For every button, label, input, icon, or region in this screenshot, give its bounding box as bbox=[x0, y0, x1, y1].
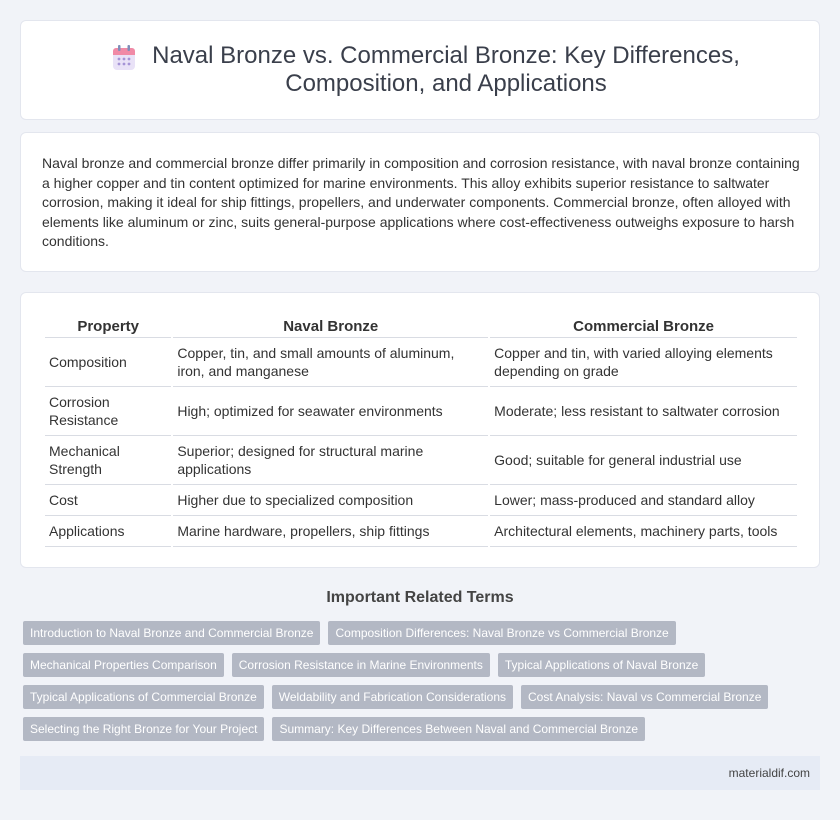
table-cell: Mechanical Strength bbox=[45, 436, 171, 485]
header-property: Property bbox=[45, 315, 171, 338]
related-term-tag[interactable]: Typical Applications of Commercial Bronze bbox=[23, 685, 264, 709]
related-terms-list bbox=[23, 621, 803, 749]
table-cell: Superior; designed for structural marine applications bbox=[173, 436, 488, 485]
table-cell: Lower; mass-produced and standard alloy bbox=[490, 485, 797, 516]
table-cell: Copper, tin, and small amounts of aluminum, iron, and manganese bbox=[173, 338, 488, 387]
related-term-tag[interactable]: Weldability and Fabrication Considerations bbox=[272, 685, 513, 709]
table-cell: Copper and tin, with varied alloying elements depending on grade bbox=[490, 338, 797, 387]
table-cell: Higher due to specialized composition bbox=[173, 485, 488, 516]
table-cell: High; optimized for seawater environments bbox=[173, 387, 488, 436]
title-card bbox=[20, 20, 820, 120]
related-term-tag[interactable]: Mechanical Properties Comparison bbox=[23, 653, 224, 677]
related-term-tag[interactable]: Cost Analysis: Naval vs Commercial Bronze bbox=[521, 685, 768, 709]
related-term-tag[interactable]: Introduction to Naval Bronze and Commercial Bronze bbox=[23, 621, 320, 645]
table-cell: Corrosion Resistance bbox=[45, 387, 171, 436]
related-term-tag[interactable]: Selecting the Right Bronze for Your Project bbox=[23, 717, 264, 741]
footer bbox=[20, 756, 820, 790]
intro-paragraph: Naval bronze and commercial bronze differ primarily in composition and corrosion resistance, with naval bronze containing a higher copper and tin content optimized for marine environments. This alloy exhibits superior resistance to saltwater corrosion, making it ideal for ship fittings, propellers, and underwater components. Commercial bronze, often alloyed with elements like aluminum or zinc, suits general-purpose applications where cost-effectiveness outweighs exposure to harsh conditions. bbox=[42, 155, 800, 249]
table-row bbox=[45, 485, 797, 516]
table-row bbox=[45, 387, 797, 436]
comparison-table-card bbox=[20, 292, 820, 568]
table-cell: Cost bbox=[45, 485, 171, 516]
comparison-table bbox=[43, 315, 799, 547]
header-commercial-bronze: Commercial Bronze bbox=[490, 315, 797, 338]
table-cell: Good; suitable for general industrial use bbox=[490, 436, 797, 485]
table-cell: Moderate; less resistant to saltwater corrosion bbox=[490, 387, 797, 436]
footer-site-name[interactable]: materialdif.com bbox=[728, 766, 810, 780]
intro-card bbox=[20, 132, 820, 272]
table-cell: Composition bbox=[45, 338, 171, 387]
table-header-row bbox=[45, 315, 797, 338]
related-term-tag[interactable]: Composition Differences: Naval Bronze vs Commercial Bronze bbox=[328, 621, 675, 645]
table-row bbox=[45, 436, 797, 485]
table-cell: Marine hardware, propellers, ship fittings bbox=[173, 516, 488, 547]
page-title: Naval Bronze vs. Commercial Bronze: Key Differences, Composition, and Applications bbox=[152, 42, 740, 97]
related-term-tag[interactable]: Typical Applications of Naval Bronze bbox=[498, 653, 705, 677]
related-term-tag[interactable]: Corrosion Resistance in Marine Environments bbox=[232, 653, 490, 677]
table-row bbox=[45, 338, 797, 387]
table-cell: Applications bbox=[45, 516, 171, 547]
header-naval-bronze: Naval Bronze bbox=[173, 315, 488, 338]
related-terms-heading: Important Related Terms bbox=[326, 589, 514, 606]
related-term-tag[interactable]: Summary: Key Differences Between Naval and Commercial Bronze bbox=[272, 717, 645, 741]
table-row bbox=[45, 516, 797, 547]
table-cell: Architectural elements, machinery parts, tools bbox=[490, 516, 797, 547]
